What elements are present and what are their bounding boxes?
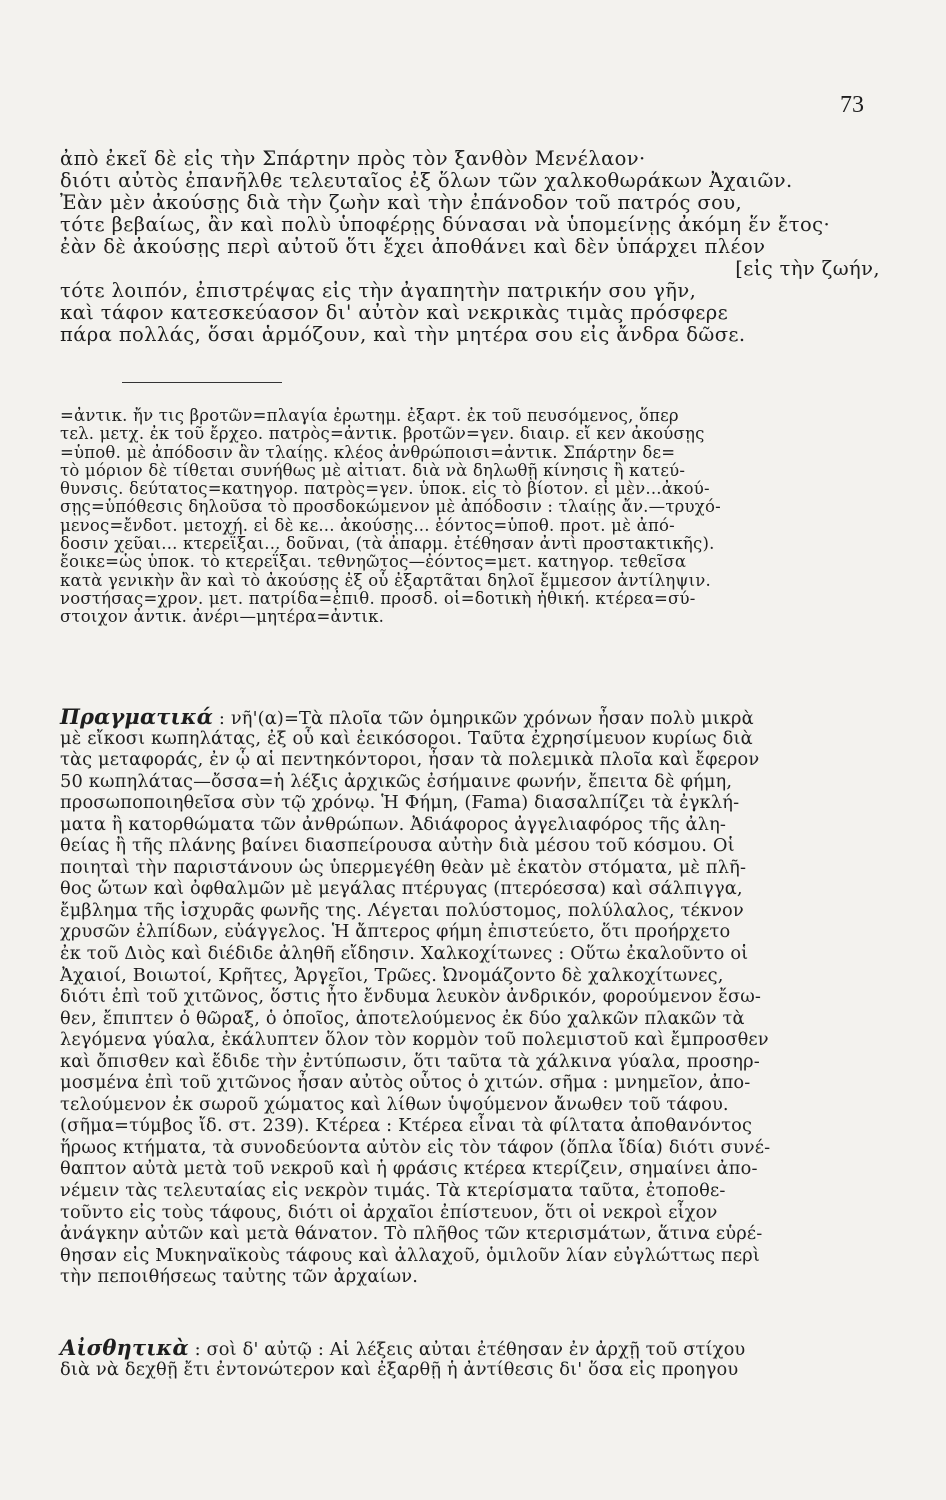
section-line: διὰ νὰ δεχθῇ ἔτι ἐντονώτερον καὶ ἐξαρθῇ ἡ ἀντίθεσις δι' ὅσα εἰς προηγου <box>60 1358 739 1380</box>
poem-line-continuation: [εἰς τὴν ζωήν, <box>735 257 880 280</box>
section-line: καὶ ὄπισθεν καὶ ἔδιδε τὴν ἐντύπωσιν, ὅτι ταῦτα τὰ χάλκινα γύαλα, προσηρ- <box>60 1050 760 1072</box>
note-line: τὸ μόριον δὲ τίθεται συνήθως μὲ αἰτιατ. διὰ νὰ δηλωθῇ κίνησις ἢ κατεύ- <box>60 460 686 480</box>
section-line: θος ὤτων καὶ ὀφθαλμῶν μὲ μεγάλας πτέρυγας (πτερόεσσα) καὶ σάλπιγγα, <box>60 878 743 900</box>
note-line: =ὑποθ. μὲ ἀπόδοσιν ἂν τλαίῃς. κλέος ἀνθρώποισι=ἀντικ. Σπάρτην δε= <box>60 442 676 462</box>
note-line: =ἀντικ. ἤν τις βροτῶν=πλαγία ἐρωτημ. ἐξαρτ. ἐκ τοῦ πευσόμενος, ὅπερ <box>60 406 679 425</box>
section-line: θαπτον αὐτὰ μετὰ τοῦ νεκροῦ καὶ ἡ φράσις κτέρεα κτερίζειν, σημαίνει ἀπο- <box>60 1158 758 1180</box>
poem-line: διότι αὐτὸς ἐπανῆλθε τελευταῖος ἐξ ὅλων τῶν χαλκοθωράκων Ἀχαιῶν. <box>60 169 793 192</box>
section-line: 50 κωπηλάτας—ὄσσα=ἡ λέξις ἀρχικῶς ἐσήμαινε φωνήν, ἔπειτα δὲ φήμη, <box>60 770 733 792</box>
poem-translation <box>60 148 880 346</box>
section-line: θεν, ἔπιπτεν ὁ θῶραξ, ὁ ὁποῖος, ἀποτελούμενος ἐκ δύο χαλκῶν πλακῶν τὰ <box>60 1007 745 1029</box>
page-number: 73 <box>840 92 864 118</box>
note-line: νοστήσας=χρον. μετ. πατρίδα=ἐπιθ. προσδ. οἱ=δοτικὴ ἠθική. κτέρεα=σύ- <box>60 588 696 608</box>
section-line: τοῦντο εἰς τοὺς τάφους, διότι οἱ ἀρχαῖοι ἐπίστευον, ὅτι οἱ νεκροὶ εἶχον <box>60 1201 718 1223</box>
note-line: θυνσις. δεύτατος=κατηγορ. πατρὸς=γεν. ὑποκ. εἰς τὸ βίοτον. εἰ μὲν...ἀκού- <box>60 479 710 499</box>
section-line: τὰς μεταφοράς, ἐν ᾧ αἱ πεντηκόντοροι, ἦσαν τὰ πολεμικὰ πλοῖα καὶ ἔφερον <box>60 749 760 771</box>
section-line: ἔμβλημα τῆς ἰσχυρᾶς φωνῆς της. Λέγεται πολύστομος, πολύλαλος, τέκνον <box>60 899 744 921</box>
section-line: ἀνάγκην αὐτῶν καὶ μετὰ θάνατον. Τὸ πλῆθος τῶν κτερισμάτων, ἅτινα εὑρέ- <box>60 1223 763 1245</box>
section-line: τὴν πεποιθήσεως ταὐτης τῶν ἀρχαίων. <box>60 1266 419 1288</box>
section-heading: Πραγματικά <box>60 704 214 729</box>
section-line: (σῆμα=τύμβος ἴδ. στ. 239). Κτέρεα : Κτέρεα εἶναι τὰ φίλτατα ἀποθανόντος <box>60 1115 753 1137</box>
section-line: ἥρωος κτήματα, τὰ συνοδεύοντα αὐτὸν εἰς τὸν τάφον (ὅπλα ἴδία) διότι συνέ- <box>60 1136 771 1158</box>
poem-line: Ἐὰν μὲν ἀκούσῃς διὰ τὴν ζωὴν καὶ τὴν ἐπάνοδον τοῦ πατρός σου, <box>60 191 743 214</box>
section-line: ἐκ τοῦ Διὸς καὶ διέδιδε ἀληθῆ εἴδησιν. Χαλκοχίτωνες : Οὕτω ἐκαλοῦντο οἱ <box>60 943 749 965</box>
section-line: ποιηταὶ τὴν παριστάνουν ὡς ὑπερμεγέθη θεὰν μὲ ἑκατὸν στόματα, μὲ πλῆ- <box>60 856 747 878</box>
poem-line: ἐὰν δὲ ἀκούσῃς περὶ αὐτοῦ ὅτι ἔχει ἀποθάνει καὶ δὲν ὑπάρχει πλέον <box>60 235 766 258</box>
section-line: : νῆ'(α)=Τὰ πλοῖα τῶν ὁμηρικῶν χρόνων ἦσαν πολὺ μικρὰ <box>218 708 754 729</box>
poem-line: τότε λοιπόν, ἐπιστρέψας εἰς τὴν ἀγαπητὴν πατρικήν σου γῆν, <box>60 279 697 302</box>
note-line: τελ. μετχ. ἐκ τοῦ ἔρχεο. πατρὸς=ἀντικ. βροτῶν=γεν. διαιρ. εἴ κεν ἀκούσῃς <box>60 424 705 444</box>
section-line: προσωποποιηθεῖσα σὺν τῷ χρόνῳ. Ἡ Φήμη, (Fama) διασαλπίζει τὰ ἐγκλή- <box>60 792 740 814</box>
note-line: κατὰ γενικὴν ἂν καὶ τὸ ἀκούσῃς ἐξ οὗ ἐξαρτᾶται δηλοῖ ἔμμεσον ἀντίληψιν. <box>60 570 711 590</box>
note-line: σῃς=ὑπόθεσις δηλοῦσα τὸ προσδοκώμενον μὲ ἀπόδοσιν : τλαίῃς ἄν.—τρυχό- <box>60 497 721 517</box>
section-line: τελούμενον ἐκ σωροῦ χώματος καὶ λίθων ὑψούμενον ἄνωθεν τοῦ τάφου. <box>60 1093 729 1115</box>
section-line: χρυσῶν ἐλπίδων, εὐάγγελος. Ἡ ἄπτερος φήμη ἐπιστεύετο, ὅτι προήρχετο <box>60 921 731 943</box>
note-line: ἔοικε=ὡς ὑποκ. τὸ κτερεΐξαι. τεθνηῶτος—ἐόντος=μετ. κατηγορ. τεθεῖσα <box>60 552 687 572</box>
note-line: στοιχον ἀντικ. ἀνέρι—μητέρα=ἀντικ. <box>60 607 385 627</box>
poem-line: καὶ τάφον κατεσκεύασον δι' αὐτὸν καὶ νεκρικὰς τιμὰς πρόσφερε <box>60 301 729 324</box>
section-line: Ἀχαιοί, Βοιωτοί, Κρῆτες, Ἀργεῖοι, Τρῶες. Ὠνομάζοντο δὲ χαλκοχίτωνες, <box>60 964 724 986</box>
grammar-notes <box>60 407 882 627</box>
poem-line: τότε βεβαίως, ἂν καὶ πολὺ ὑποφέρῃς δύνασαι νὰ ὑπομείνῃς ἀκόμη ἕν ἔτος· <box>60 213 831 236</box>
section-line: θείας ἢ τῆς πλάνης βαίνει διασπείρουσα αὐτὴν διὰ μέσου τοῦ κόσμου. Οἱ <box>60 835 735 857</box>
pragmatika-section <box>60 706 882 1309</box>
section-line: μοσμένα ἐπὶ τοῦ χιτῶνος ἦσαν αὐτὸς οὗτος ὁ χιτών. σῆμα : μνημεῖον, ἀπο- <box>60 1072 751 1094</box>
section-line: νέμειν τὰς τελευταίας εἰς νεκρὸν τιμάς. Τὰ κτερίσματα ταῦτα, ἐτοποθε- <box>60 1180 726 1202</box>
note-line: μενος=ἔνδοτ. μετοχή. εἰ δὲ κε... ἀκούσῃς... ἐόντος=ὑποθ. προτ. μὲ ἀπό- <box>60 515 675 535</box>
section-line: μὲ εἴκοσι κωπηλάτας, ἐξ οὗ καὶ ἐεικόσοροι. Ταῦτα ἐχρησίμευον κυρίως διὰ <box>60 727 753 749</box>
section-line: : σοὶ δ' αὐτῷ : Αἱ λέξεις αὐται ἐτέθησαν ἐν ἀρχῇ τοῦ στίχου <box>194 1339 746 1360</box>
note-line: δοσιν χεῦαι... κτερεΐξαι... δοῦναι, (τὰ ἀπαρμ. ἐτέθησαν ἀντὶ προστακτικῆς). <box>60 534 715 554</box>
footnote-divider <box>122 382 282 383</box>
section-line: λεγόμενα γύαλα, ἐκάλυπτεν ὅλον τὸν κορμὸν τοῦ πολεμιστοῦ καὶ ἔμπροσθεν <box>60 1029 769 1051</box>
section-heading: Αἰσθητικὰ <box>60 1335 189 1360</box>
poem-line: πάρα πολλάς, ὅσαι ἁρμόζουν, καὶ τὴν μητέρα σου εἰς ἄνδρα δῶσε. <box>60 323 746 346</box>
section-line: ματα ἢ κατορθώματα τῶν ἀνθρώπων. Ἀδιάφορος ἀγγελιαφόρος τῆς ἀλη- <box>60 813 727 835</box>
aisthitika-section <box>60 1337 882 1380</box>
section-line <box>60 1288 882 1310</box>
section-line: θησαν εἰς Μυκηναϊκοὺς τάφους καὶ ἀλλαχοῦ, ὁμιλοῦν λίαν εὐγλώττως περὶ <box>60 1244 760 1266</box>
poem-line: ἀπὸ ἐκεῖ δὲ εἰς τὴν Σπάρτην πρὸς τὸν ξανθὸν Μενέλαον· <box>60 147 646 170</box>
section-line: διότι ἐπὶ τοῦ χιτῶνος, ὅστις ἦτο ἔνδυμα λευκὸν ἀνδρικόν, φορούμενον ἔσω- <box>60 986 762 1008</box>
